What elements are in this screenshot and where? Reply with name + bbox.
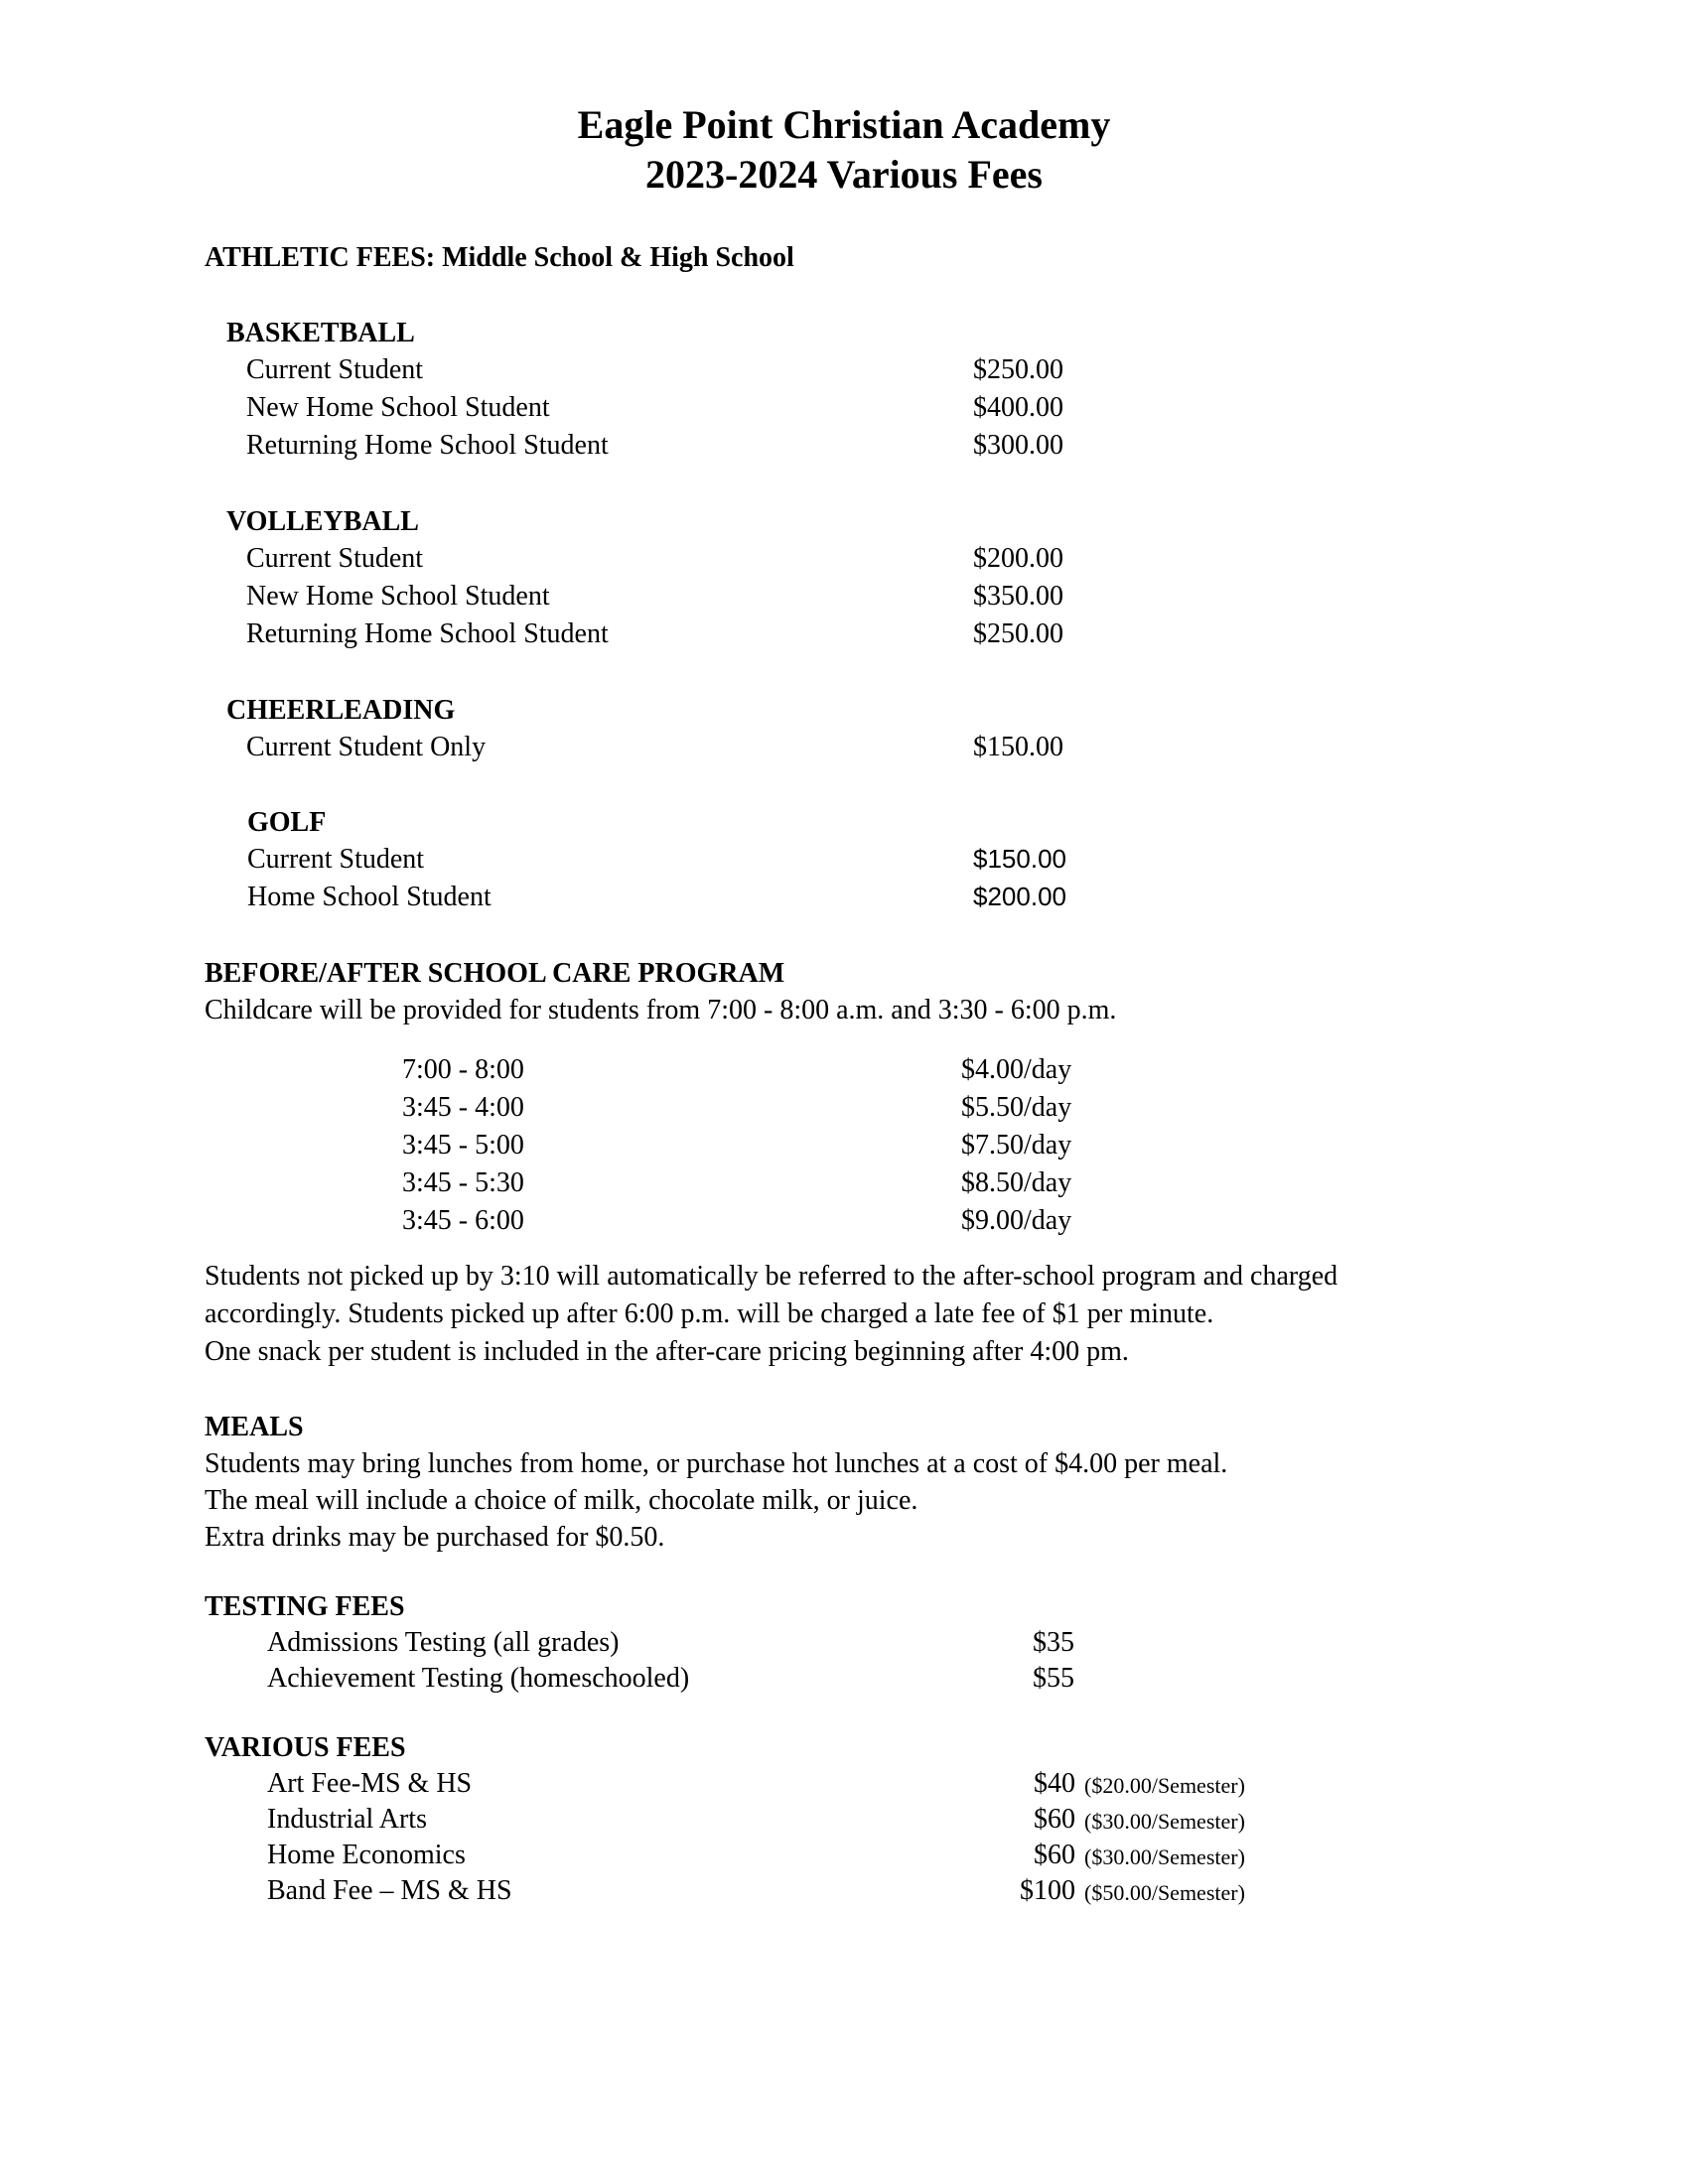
care-row-time: 3:45 - 5:30 — [402, 1167, 524, 1198]
basketball-row-price: $300.00 — [973, 430, 1063, 461]
document-subtitle: 2023-2024 Various Fees — [645, 152, 1043, 197]
testing-heading: TESTING FEES — [205, 1591, 405, 1622]
care-heading: BEFORE/AFTER SCHOOL CARE PROGRAM — [205, 958, 785, 989]
various-row-note: ($50.00/Semester) — [1084, 1880, 1245, 1905]
care-row-price: $8.50/day — [961, 1167, 1072, 1198]
various-row-note: ($30.00/Semester) — [1084, 1844, 1245, 1869]
care-row-price: $4.00/day — [961, 1054, 1072, 1085]
cheerleading-row-label: Current Student Only — [246, 732, 487, 762]
testing-row-price: $55 — [1033, 1663, 1074, 1694]
basketball-row-price: $250.00 — [973, 354, 1063, 385]
care-intro: Childcare will be provided for students from 7:00 - 8:00 a.m. and 3:30 - 6:00 p.m. — [205, 995, 1117, 1025]
volleyball-row-label: Returning Home School Student — [246, 618, 609, 649]
volleyball-title: VOLLEYBALL — [226, 506, 419, 537]
various-row-price: $60 — [1034, 1804, 1075, 1835]
cheerleading-title: CHEERLEADING — [226, 695, 456, 726]
golf-title: GOLF — [247, 807, 327, 838]
golf-row-price: $150.00 — [973, 844, 1066, 874]
volleyball-row-price: $350.00 — [973, 581, 1063, 612]
care-row-time: 3:45 - 5:00 — [402, 1130, 524, 1160]
care-row-time: 7:00 - 8:00 — [402, 1054, 524, 1085]
document-title: Eagle Point Christian Academy — [577, 102, 1111, 147]
care-note: Students not picked up by 3:10 will automatically be referred to the after-school program and charged — [205, 1261, 1338, 1292]
volleyball-row-price: $200.00 — [973, 543, 1063, 574]
various-row-price: $60 — [1034, 1840, 1075, 1870]
care-row-price: $5.50/day — [961, 1092, 1072, 1123]
care-note: accordingly. Students picked up after 6:00 p.m. will be charged a late fee of $1 per minute. — [205, 1298, 1214, 1329]
golf-row-price: $200.00 — [973, 882, 1066, 911]
various-heading: VARIOUS FEES — [205, 1732, 406, 1763]
various-row-price: $40 — [1034, 1768, 1075, 1799]
meals-heading: MEALS — [205, 1412, 304, 1442]
care-row-price: $7.50/day — [961, 1130, 1072, 1160]
volleyball-row-label: Current Student — [246, 543, 424, 574]
basketball-row-label: Returning Home School Student — [246, 430, 609, 461]
basketball-title: BASKETBALL — [226, 318, 415, 348]
golf-row-label: Home School Student — [247, 882, 492, 912]
various-row-price: $100 — [1020, 1875, 1075, 1906]
various-row-label: Home Economics — [267, 1840, 466, 1870]
testing-row-label: Admissions Testing (all grades) — [267, 1627, 620, 1658]
testing-row-label: Achievement Testing (homeschooled) — [267, 1663, 690, 1694]
care-note: One snack per student is included in the after-care pricing beginning after 4:00 pm. — [205, 1336, 1129, 1367]
meals-line: Extra drinks may be purchased for $0.50. — [205, 1522, 665, 1553]
meals-line: The meal will include a choice of milk, chocolate milk, or juice. — [205, 1485, 918, 1516]
care-row-time: 3:45 - 6:00 — [402, 1205, 524, 1236]
athletic-heading: ATHLETIC FEES: Middle School & High School — [205, 242, 794, 273]
various-row-label: Band Fee – MS & HS — [267, 1875, 512, 1906]
volleyball-row-price: $250.00 — [973, 618, 1063, 649]
various-row-label: Art Fee-MS & HS — [267, 1768, 473, 1799]
various-row-note: ($30.00/Semester) — [1084, 1809, 1245, 1834]
cheerleading-row-price: $150.00 — [973, 732, 1063, 762]
basketball-row-price: $400.00 — [973, 392, 1063, 423]
various-row-note: ($20.00/Semester) — [1084, 1773, 1245, 1798]
golf-row-label: Current Student — [247, 844, 425, 875]
testing-row-price: $35 — [1033, 1627, 1074, 1658]
volleyball-row-label: New Home School Student — [246, 581, 550, 612]
care-row-time: 3:45 - 4:00 — [402, 1092, 524, 1123]
basketball-row-label: New Home School Student — [246, 392, 550, 423]
meals-line: Students may bring lunches from home, or purchase hot lunches at a cost of $4.00 per meal. — [205, 1448, 1228, 1479]
basketball-row-label: Current Student — [246, 354, 424, 385]
care-row-price: $9.00/day — [961, 1205, 1072, 1236]
various-row-label: Industrial Arts — [267, 1804, 427, 1835]
